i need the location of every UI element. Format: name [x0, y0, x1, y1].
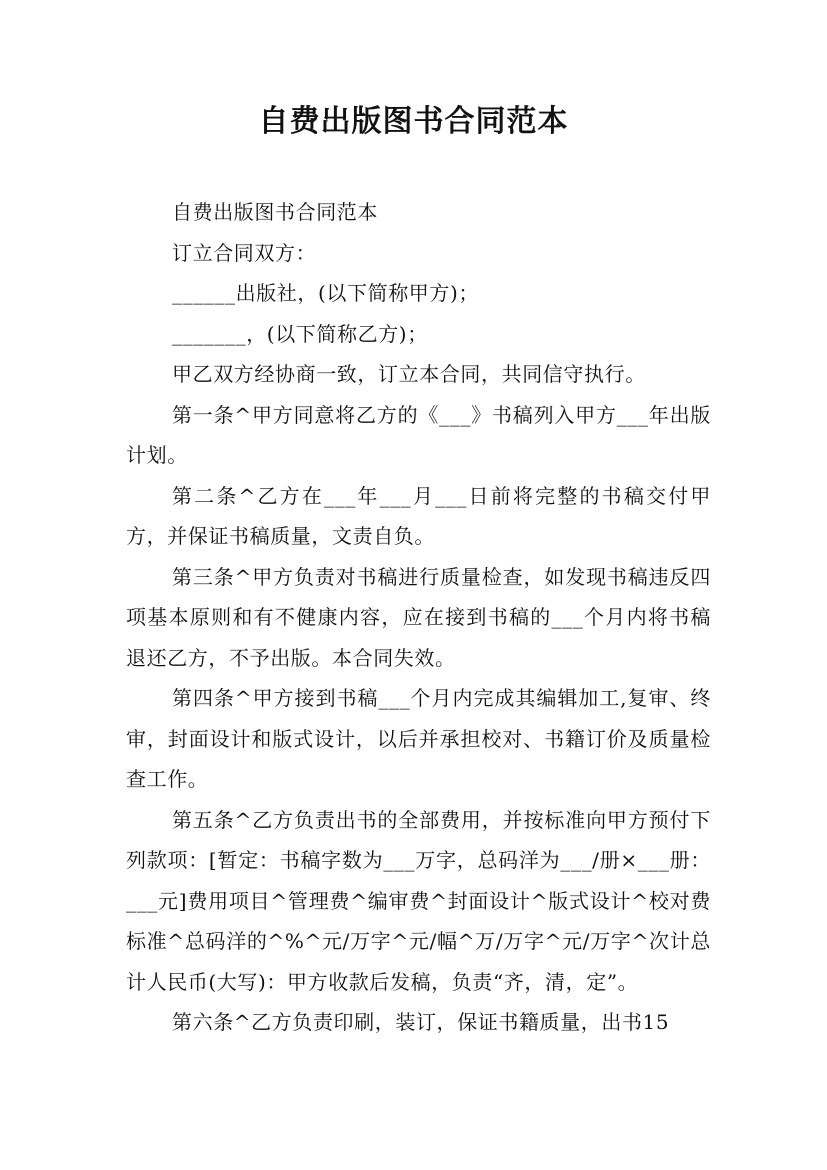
paragraph-article-1: 第一条^甲方同意将乙方的《___》书稿列入甲方___年出版计划。 [126, 402, 711, 467]
document-body [126, 192, 711, 1043]
document-title: 自费出版图书合同范本 [258, 104, 569, 139]
paragraph-subtitle: 自费出版图书合同范本 [172, 200, 378, 224]
paragraph-agreement: 甲乙双方经协商一致，订立本合同，共同信守执行。 [172, 362, 646, 386]
paragraph-article-2: 第二条^乙方在___年___月___日前将完整的书稿交付甲方，并保证书稿质量，文责自负。 [126, 483, 711, 548]
paragraph-article-4: 第四条^甲方接到书稿___个月内完成其编辑加工,复审、终审，封面设计和版式设计，以后并承担校对、书籍订价及质量检查工作。 [126, 686, 711, 791]
paragraph-article-3: 第三条^甲方负责对书稿进行质量检查，如发现书稿违反四项基本原则和有不健康内容，应在接到书稿的___个月内将书稿退还乙方，不予出版。本合同失效。 [126, 564, 711, 670]
paragraph-party-a: ______出版社，(以下简称甲方)； [172, 281, 480, 305]
paragraph-parties-heading: 订立合同双方： [172, 240, 317, 265]
paragraph-article-5: 第五条^乙方负责出书的全部费用，并按标准向甲方预付下列款项：[暂定：书稿字数为___万字，总码洋为___/册×___册：___元]费用项目^管理费^编审费^封面设计^版式设计^校对费标准^总码洋的^%^元/万字^元/幅^万/万字^元/万字^次计总计人民币(大写)：甲方收款后发稿，负责“齐，清，定”。 [126, 807, 711, 994]
paragraph-party-b: _______，(以下简称乙方)； [172, 321, 428, 346]
paragraph-article-6: 第六条^乙方负责印刷，装订，保证书籍质量，出书15 [172, 1010, 670, 1034]
